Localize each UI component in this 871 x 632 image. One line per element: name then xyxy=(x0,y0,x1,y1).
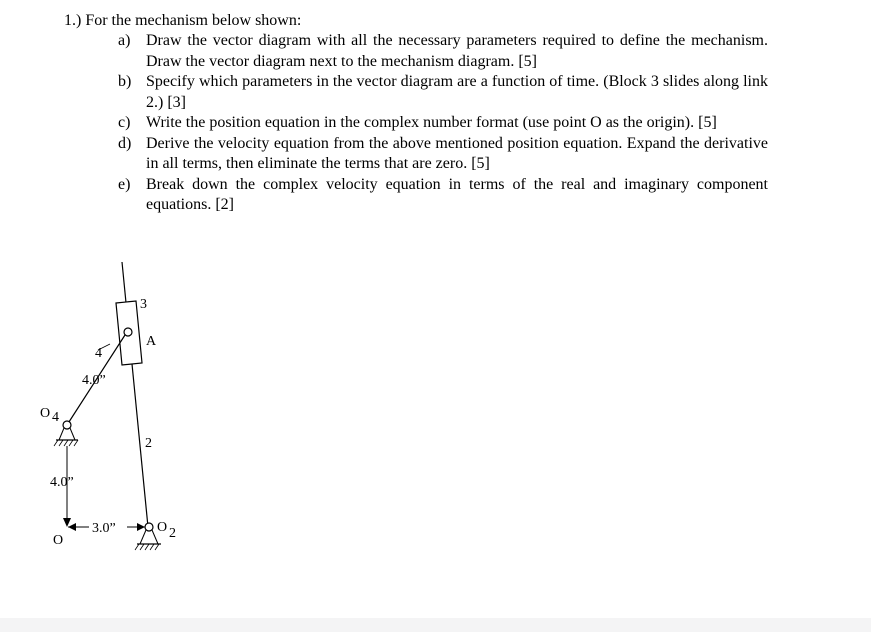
vertical-offset-label: 4.0” xyxy=(50,475,74,490)
horizontal-dimension-arrow-left xyxy=(68,523,76,531)
pivot-o4-label: O xyxy=(40,406,51,421)
block-3-label: 3 xyxy=(140,297,147,312)
part-label: d) xyxy=(118,134,132,152)
pivot-o2-subscript: 2 xyxy=(169,526,176,541)
link-4-label: 4 xyxy=(95,346,102,361)
part-text: Specify which parameters in the vector diagram are a function of time. (Block 3 slides along link 2.) [3] xyxy=(146,73,768,111)
part-label: e) xyxy=(118,175,131,193)
horizontal-dimension-arrow-right xyxy=(137,523,145,531)
pin-a xyxy=(124,328,132,336)
part-label: b) xyxy=(118,73,132,90)
link-4-length-label: 4.0” xyxy=(82,373,106,388)
part-label: c) xyxy=(118,114,131,131)
point-a-label: A xyxy=(146,334,157,349)
origin-label: O xyxy=(53,533,64,548)
link-2-label: 2 xyxy=(145,436,152,451)
part-text: Draw the vector diagram with all the necessary parameters required to define the mechanism. Draw the vector diagram next to the mechanism diagram. [5] xyxy=(146,32,768,70)
question-title: 1.) For the mechanism below shown: xyxy=(64,12,302,29)
horizontal-offset-label: 3.0” xyxy=(92,521,116,536)
part-text: Derive the velocity equation from the above mentioned position equation. Expand the derivative in all terms, then eliminate the terms that are zero. [5] xyxy=(146,134,768,172)
part-text: Break down the complex velocity equation in terms of the real and imaginary component equations. [2] xyxy=(146,175,768,213)
pivot-o2-label: O xyxy=(157,520,168,535)
vertical-dimension-arrow xyxy=(63,518,71,527)
part-label: a) xyxy=(118,32,131,49)
pivot-o4-subscript: 4 xyxy=(52,410,59,425)
part-text: Write the position equation in the complex number format (use point O as the origin). [5] xyxy=(146,114,717,131)
